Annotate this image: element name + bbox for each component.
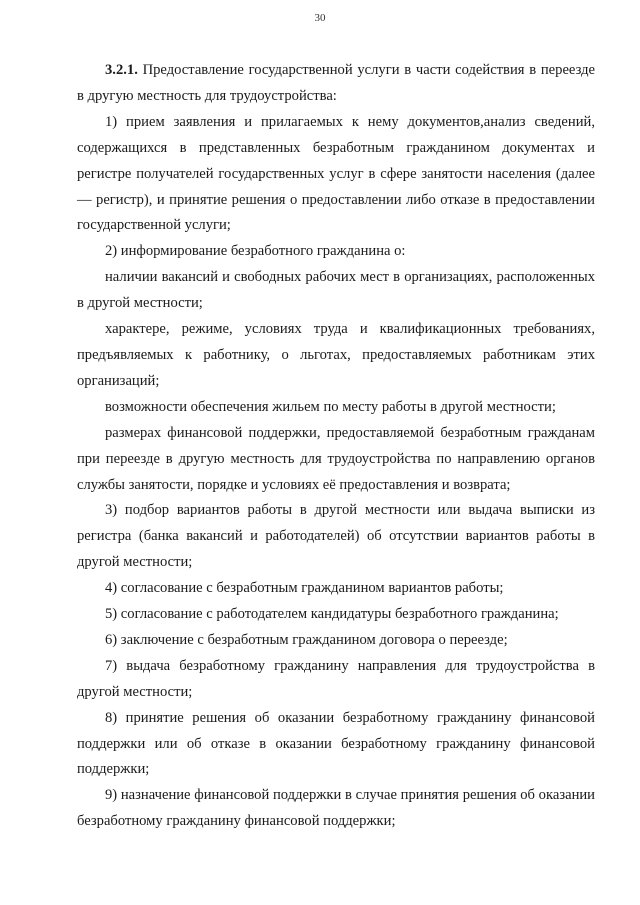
paragraph: 2) информирование безработного гражданина о: [105, 243, 406, 260]
section-heading [77, 58, 595, 110]
document-body [77, 58, 595, 835]
paragraph: размерах финансовой поддержки, предоставляемой безработным гражданам при переезде в другую местность для трудоустройства по направлению органов службы занятости, порядке и условиях её предоставления и возврата; [77, 424, 595, 493]
paragraph: 5) согласование с работодателем кандидатуры безработного гражданина; [105, 606, 559, 623]
section-title: Предоставление государственной услуги в части содействия в переезде в другую местность для трудоустройства: [77, 62, 595, 104]
paragraph: 6) заключение с безработным гражданином договора о переезде; [105, 631, 508, 648]
paragraph: возможности обеспечения жильем по месту работы в другой местности; [105, 398, 556, 415]
paragraph: 7) выдача безработному гражданину направления для трудоустройства в другой местности; [77, 657, 595, 700]
paragraph: 8) принятие решения об оказании безработному гражданину финансовой поддержки или об отказе в оказании безработному гражданину финансовой поддержки; [77, 709, 595, 778]
paragraph: характере, режиме, условиях труда и квалификационных требованиях, предъявляемых к работнику, о льготах, предоставляемых работникам этих организаций; [77, 321, 595, 389]
page-number: 30 [314, 12, 326, 24]
paragraph: 3) подбор вариантов работы в другой местности или выдача выписки из регистра (банка вакансий и работодателей) об отсутствии вариантов работы в другой местности; [77, 502, 595, 571]
paragraph: 9) назначение финансовой поддержки в случае принятия решения об оказании безработному гражданину финансовой поддержки; [77, 787, 595, 830]
paragraph: 4) согласование с безработным гражданином вариантов работы; [105, 580, 504, 597]
paragraph: 1) прием заявления и прилагаемых к нему документов,анализ сведений, содержащихся в представленных безработным гражданином документах и регистре получателей государственных услуг в сфере занятости населения (далее — регистр), и принятие решения о предоставлении либо отказе в предоставлении государственной услуги; [77, 113, 595, 234]
paragraph: наличии вакансий и свободных рабочих мест в организациях, расположенных в другой местности; [77, 269, 595, 312]
section-number: 3.2.1. [105, 62, 138, 78]
